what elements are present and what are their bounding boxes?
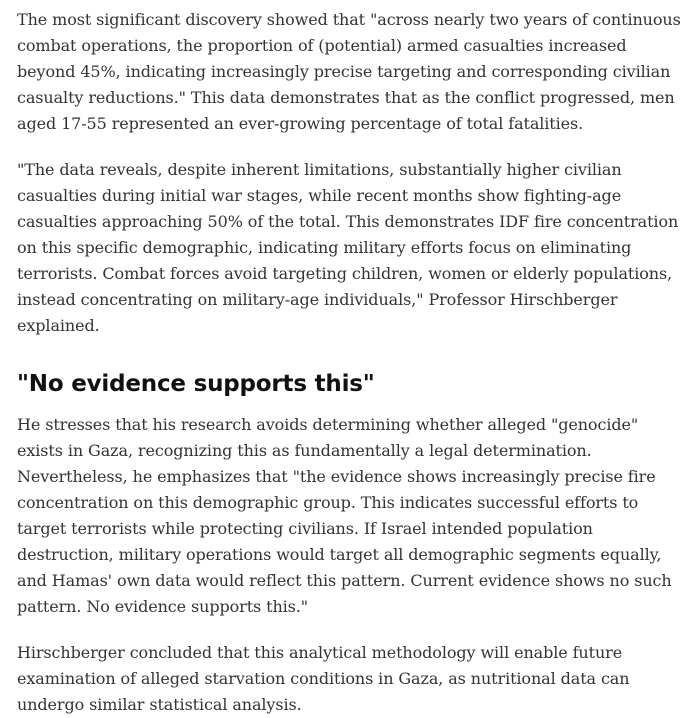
article-body xyxy=(17,7,681,718)
article-paragraph: Hirschberger concluded that this analytical methodology will enable future examination of alleged starvation conditions in Gaza, as nutritional data can undergo similar statistical analysis. xyxy=(17,643,630,714)
section-heading: "No evidence supports this" xyxy=(17,371,375,397)
article-paragraph: The most significant discovery showed that "across nearly two years of continuous combat operations, the proportion of (potential) armed casualties increased beyond 45%, indicating increasingly precise targeting and corresponding civilian casualty reductions." This data demonstrates that as the conflict progressed, men aged 17-55 represented an ever-growing percentage of total fatalities. xyxy=(17,10,681,133)
article-paragraph: "The data reveals, despite inherent limitations, substantially higher civilian casualties during initial war stages, while recent months show fighting-age casualties approaching 50% of the total. This demonstrates IDF fire concentration on this specific demographic, indicating military efforts focus on eliminating terrorists. Combat forces avoid targeting children, women or elderly populations, instead concentrating on military-age individuals," Professor Hirschberger explained. xyxy=(17,160,679,335)
article-paragraph: He stresses that his research avoids determining whether alleged "genocide" exists in Gaza, recognizing this as fundamentally a legal determination. Nevertheless, he emphasizes that "the evidence shows increasingly precise fire concentration on this demographic group. This indicates successful efforts to target terrorists while protecting civilians. If Israel intended population destruction, military operations would target all demographic segments equally, and Hamas' own data would reflect this pattern. Current evidence shows no such pattern. No evidence supports this." xyxy=(17,415,672,616)
